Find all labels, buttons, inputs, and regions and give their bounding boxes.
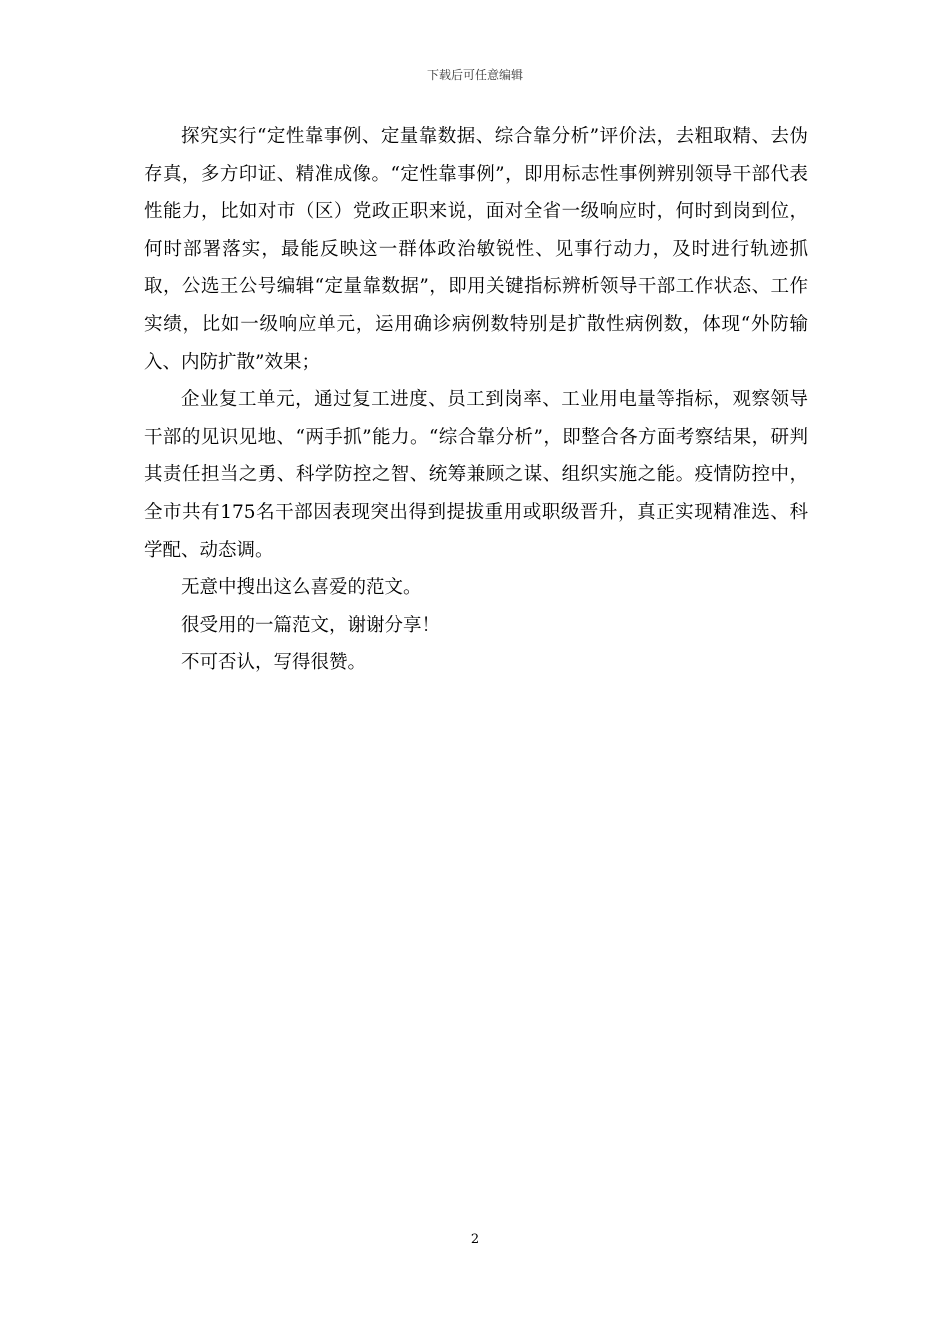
paragraph-enterprise-resumption: 企业复工单元，通过复工进度、员工到岗率、工业用电量等指标，观察领导干部的见识见地、“两手抓”能力。“综合靠分析”，即整合各方面考察结果，研判其责任担当之勇、科学防控之智、统筹兼顾之谋、组织实施之能。疫情防控中，全市共有175名干部因表现突出得到提拔重用或职级晋升，真正实现精准选、科学配、动态调。 <box>144 389 808 561</box>
page-number: 2 <box>470 1232 480 1247</box>
comment-1: 无意中搜出这么喜爱的范文。 <box>181 577 422 599</box>
page-header: 下载后可任意编辑 <box>426 68 523 82</box>
comment-3: 不可否认，写得很赞。 <box>181 652 367 674</box>
comment-2: 很受用的一篇范文，谢谢分享！ <box>181 614 441 636</box>
paragraph-evaluation-method: 探究实行“定性靠事例、定量靠数据、综合靠分析”评价法，去粗取精、去伪存真，多方印证、精准成像。“定性靠事例”，即用标志性事例辨别领导干部代表性能力，比如对市（区）党政正职来说，面对全省一级响应时，何时到岗到位，何时部署落实，最能反映这一群体政治敏锐性、见事行动力，及时进行轨迹抓取，公选王公号编辑“定量靠数据”，即用关键指标辨析领导干部工作状态、工作实绩，比如一级响应单元，运用确诊病例数特别是扩散性病例数，体现“外防输入、内防扩散”效果； <box>144 126 808 373</box>
document-body <box>144 118 808 682</box>
